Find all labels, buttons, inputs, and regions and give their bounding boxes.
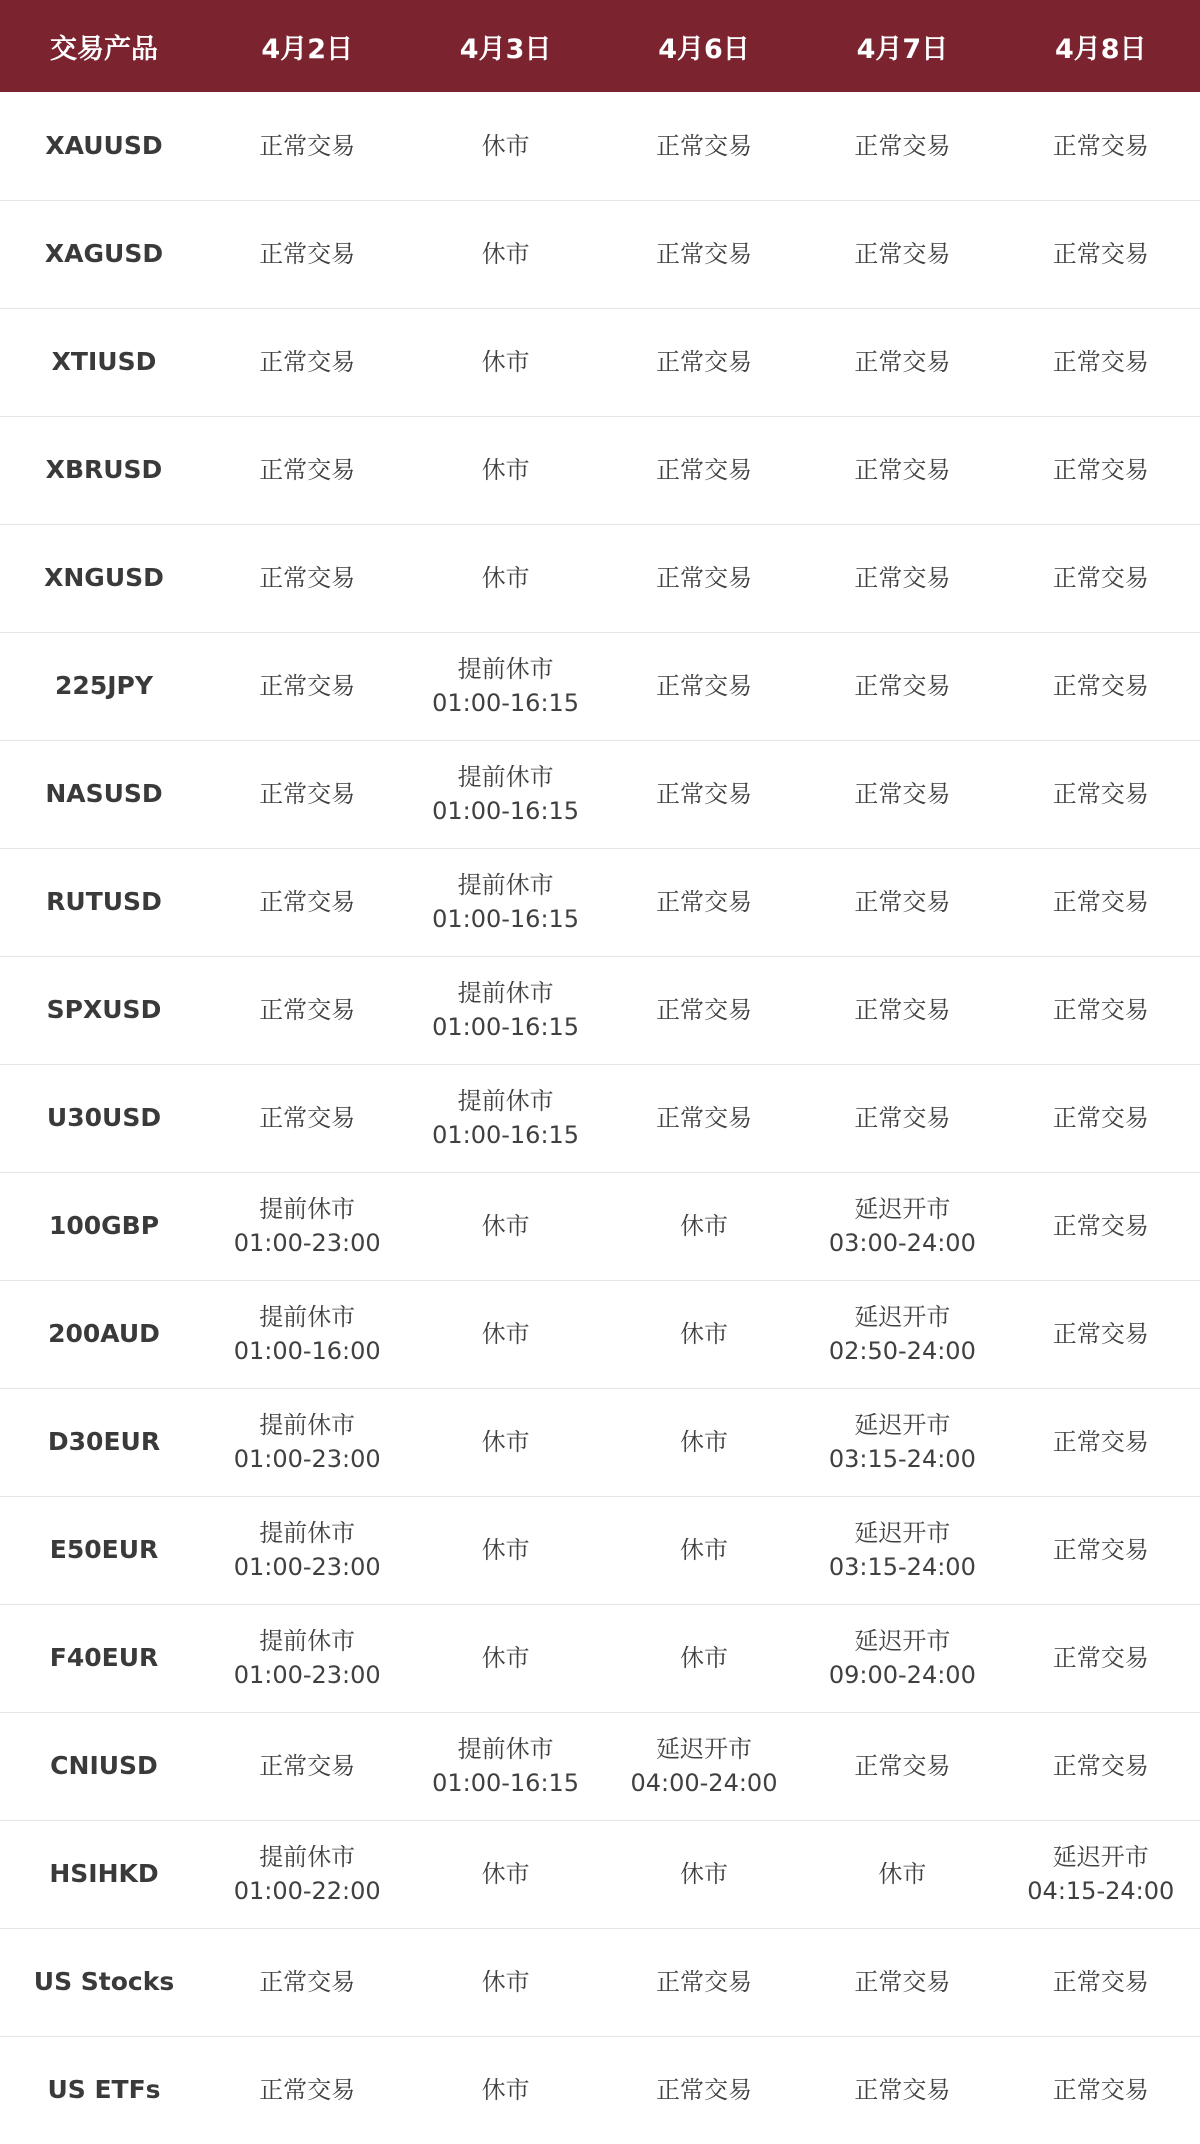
table-row xyxy=(0,1820,1200,1928)
schedule-cell xyxy=(406,416,604,524)
schedule-cell xyxy=(1002,848,1200,956)
status-text: 提前休市 xyxy=(259,1519,356,1547)
status-text: 正常交易 xyxy=(259,780,356,808)
status-text: 正常交易 xyxy=(1052,996,1149,1024)
product-name: 200AUD xyxy=(48,1319,160,1348)
time-range-text: 04:00-24:00 xyxy=(630,1769,778,1797)
schedule-cell xyxy=(406,1604,604,1712)
time-range-text: 03:15-24:00 xyxy=(828,1445,976,1473)
status-text: 提前休市 xyxy=(259,1627,356,1655)
status-text: 休市 xyxy=(481,1860,530,1888)
schedule-cell xyxy=(1002,1388,1200,1496)
schedule-cell xyxy=(803,740,1001,848)
status-text: 正常交易 xyxy=(854,2076,951,2105)
status-text: 正常交易 xyxy=(655,240,752,268)
schedule-cell xyxy=(406,848,604,956)
schedule-cell xyxy=(208,92,406,200)
status-text: 休市 xyxy=(481,1644,530,1672)
schedule-cell xyxy=(803,524,1001,632)
status-text: 正常交易 xyxy=(1052,780,1149,808)
header-date: 4月2日 xyxy=(261,33,353,65)
status-text: 提前休市 xyxy=(457,1735,554,1763)
status-text: 休市 xyxy=(481,1428,530,1456)
status-text: 休市 xyxy=(481,131,530,160)
schedule-cell xyxy=(605,740,803,848)
status-text: 正常交易 xyxy=(854,348,951,376)
status-text: 提前休市 xyxy=(259,1411,356,1439)
product-name: XNGUSD xyxy=(44,563,164,592)
schedule-cell xyxy=(406,1712,604,1820)
status-text: 正常交易 xyxy=(655,996,752,1024)
status-text: 正常交易 xyxy=(1052,1536,1149,1564)
product-name: XAUUSD xyxy=(45,130,163,160)
status-text: 正常交易 xyxy=(655,456,752,484)
schedule-cell xyxy=(803,1928,1001,2036)
schedule-cell xyxy=(406,200,604,308)
schedule-cell xyxy=(1002,1496,1200,1604)
schedule-cell xyxy=(1002,956,1200,1064)
status-text: 休市 xyxy=(878,1860,927,1888)
schedule-cell xyxy=(605,2036,803,2144)
status-text: 休市 xyxy=(679,1320,728,1348)
schedule-cell xyxy=(605,848,803,956)
schedule-cell xyxy=(406,92,604,200)
status-text: 正常交易 xyxy=(854,996,951,1024)
status-text: 休市 xyxy=(481,1968,530,1996)
schedule-cell xyxy=(803,308,1001,416)
status-text: 正常交易 xyxy=(655,2076,752,2105)
time-range-text: 02:50-24:00 xyxy=(828,1337,976,1365)
time-range-text: 01:00-16:00 xyxy=(233,1337,381,1365)
status-text: 休市 xyxy=(481,348,530,376)
schedule-cell xyxy=(1002,1172,1200,1280)
product-name: XTIUSD xyxy=(51,347,157,376)
schedule-cell xyxy=(1002,200,1200,308)
product-name: US ETFs xyxy=(47,2075,161,2105)
schedule-cell xyxy=(1002,1064,1200,1172)
schedule-cell xyxy=(208,1712,406,1820)
schedule-cell xyxy=(803,956,1001,1064)
status-text: 延迟开市 xyxy=(854,1627,951,1655)
status-text: 正常交易 xyxy=(854,1968,951,1996)
header-date: 4月6日 xyxy=(658,33,750,65)
status-text: 提前休市 xyxy=(259,1303,356,1331)
table-row xyxy=(0,632,1200,740)
schedule-cell xyxy=(605,1280,803,1388)
table-row xyxy=(0,740,1200,848)
status-text: 正常交易 xyxy=(1052,672,1149,700)
schedule-cell xyxy=(605,1928,803,2036)
product-name: RUTUSD xyxy=(46,887,162,916)
header-date: 4月3日 xyxy=(459,33,552,65)
status-text: 正常交易 xyxy=(655,348,752,376)
time-range-text: 01:00-16:15 xyxy=(432,1013,580,1041)
schedule-cell xyxy=(1002,740,1200,848)
status-text: 正常交易 xyxy=(259,240,356,268)
header-product: 交易产品 xyxy=(50,33,158,65)
status-text: 休市 xyxy=(679,1536,728,1564)
product-name: XBRUSD xyxy=(45,455,163,484)
table-row xyxy=(0,1064,1200,1172)
schedule-cell xyxy=(605,308,803,416)
schedule-cell xyxy=(1002,1820,1200,1928)
status-text: 休市 xyxy=(679,1860,728,1888)
time-range-text: 03:00-24:00 xyxy=(828,1229,976,1257)
table-row xyxy=(0,1172,1200,1280)
status-text: 提前休市 xyxy=(457,1087,554,1115)
header-date: 4月8日 xyxy=(1054,33,1147,65)
status-text: 正常交易 xyxy=(259,1752,356,1780)
schedule-cell xyxy=(605,524,803,632)
schedule-cell xyxy=(208,1928,406,2036)
schedule-cell xyxy=(1002,308,1200,416)
schedule-cell xyxy=(208,740,406,848)
schedule-cell xyxy=(1002,92,1200,200)
schedule-cell xyxy=(208,308,406,416)
table-row xyxy=(0,1280,1200,1388)
product-name: SPXUSD xyxy=(46,995,162,1024)
status-text: 正常交易 xyxy=(655,1968,752,1996)
status-text: 正常交易 xyxy=(1052,1212,1149,1240)
product-name: D30EUR xyxy=(47,1427,161,1456)
status-text: 正常交易 xyxy=(259,996,356,1024)
schedule-cell xyxy=(1002,524,1200,632)
product-name: E50EUR xyxy=(49,1535,159,1564)
status-text: 提前休市 xyxy=(259,1195,356,1223)
status-text: 正常交易 xyxy=(1052,240,1149,268)
schedule-cell xyxy=(605,1388,803,1496)
status-text: 正常交易 xyxy=(259,2076,356,2105)
schedule-cell xyxy=(208,1280,406,1388)
product-name: HSIHKD xyxy=(49,1859,159,1888)
schedule-cell xyxy=(605,632,803,740)
status-text: 正常交易 xyxy=(655,672,752,700)
schedule-cell xyxy=(208,848,406,956)
status-text: 正常交易 xyxy=(854,888,951,916)
table-row xyxy=(0,956,1200,1064)
schedule-cell xyxy=(605,956,803,1064)
schedule-cell xyxy=(208,1496,406,1604)
schedule-cell xyxy=(803,200,1001,308)
schedule-cell xyxy=(406,1064,604,1172)
status-text: 正常交易 xyxy=(1052,456,1149,484)
status-text: 提前休市 xyxy=(259,1843,356,1871)
schedule-cell xyxy=(406,524,604,632)
status-text: 正常交易 xyxy=(259,1968,356,1996)
schedule-cell xyxy=(605,1496,803,1604)
product-name: US Stocks xyxy=(33,1967,175,1996)
status-text: 正常交易 xyxy=(1052,348,1149,376)
product-name: U30USD xyxy=(46,1103,162,1132)
schedule-cell xyxy=(605,1604,803,1712)
schedule-cell xyxy=(208,632,406,740)
status-text: 提前休市 xyxy=(457,979,554,1007)
schedule-cell xyxy=(605,1064,803,1172)
status-text: 正常交易 xyxy=(854,780,951,808)
schedule-cell xyxy=(208,524,406,632)
status-text: 休市 xyxy=(481,1536,530,1564)
table-row xyxy=(0,1604,1200,1712)
schedule-cell xyxy=(406,740,604,848)
status-text: 休市 xyxy=(481,1320,530,1348)
time-range-text: 03:15-24:00 xyxy=(828,1553,976,1581)
time-range-text: 01:00-22:00 xyxy=(233,1877,381,1905)
status-text: 正常交易 xyxy=(1052,131,1149,160)
schedule-cell xyxy=(208,416,406,524)
time-range-text: 01:00-23:00 xyxy=(233,1445,381,1473)
schedule-cell xyxy=(208,1388,406,1496)
header-row xyxy=(0,0,1200,92)
status-text: 提前休市 xyxy=(457,763,554,791)
status-text: 延迟开市 xyxy=(854,1519,951,1547)
status-text: 正常交易 xyxy=(259,1104,356,1132)
status-text: 正常交易 xyxy=(1052,1644,1149,1672)
table-row xyxy=(0,416,1200,524)
status-text: 休市 xyxy=(481,456,530,484)
status-text: 正常交易 xyxy=(854,1752,951,1780)
schedule-cell xyxy=(406,1928,604,2036)
status-text: 正常交易 xyxy=(1052,1752,1149,1780)
schedule-cell xyxy=(605,416,803,524)
status-text: 延迟开市 xyxy=(1052,1843,1149,1871)
status-text: 正常交易 xyxy=(655,888,752,916)
table-row xyxy=(0,524,1200,632)
time-range-text: 01:00-16:15 xyxy=(432,797,580,825)
status-text: 提前休市 xyxy=(457,655,554,683)
status-text: 正常交易 xyxy=(854,240,951,268)
status-text: 正常交易 xyxy=(854,131,951,160)
status-text: 正常交易 xyxy=(1052,1428,1149,1456)
schedule-cell xyxy=(803,2036,1001,2144)
status-text: 休市 xyxy=(481,2076,530,2105)
schedule-cell xyxy=(803,632,1001,740)
status-text: 正常交易 xyxy=(259,131,356,160)
time-range-text: 01:00-16:15 xyxy=(432,689,580,717)
schedule-cell xyxy=(803,1064,1001,1172)
time-range-text: 01:00-16:15 xyxy=(432,905,580,933)
status-text: 延迟开市 xyxy=(854,1195,951,1223)
schedule-cell xyxy=(208,956,406,1064)
schedule-cell xyxy=(406,1820,604,1928)
table-row xyxy=(0,1496,1200,1604)
schedule-cell xyxy=(406,1496,604,1604)
schedule-cell xyxy=(803,92,1001,200)
status-text: 正常交易 xyxy=(854,1104,951,1132)
schedule-cell xyxy=(406,1280,604,1388)
product-name: 225JPY xyxy=(55,671,153,700)
status-text: 休市 xyxy=(679,1428,728,1456)
status-text: 正常交易 xyxy=(1052,888,1149,916)
table-row xyxy=(0,308,1200,416)
status-text: 正常交易 xyxy=(1052,2076,1149,2105)
status-text: 正常交易 xyxy=(854,672,951,700)
time-range-text: 01:00-16:15 xyxy=(432,1769,580,1797)
time-range-text: 04:15-24:00 xyxy=(1027,1877,1175,1905)
schedule-cell xyxy=(1002,416,1200,524)
time-range-text: 01:00-23:00 xyxy=(233,1553,381,1581)
table-row xyxy=(0,1712,1200,1820)
table-row xyxy=(0,92,1200,200)
status-text: 正常交易 xyxy=(259,564,356,592)
schedule-cell xyxy=(1002,632,1200,740)
time-range-text: 01:00-16:15 xyxy=(432,1121,580,1149)
schedule-cell xyxy=(803,1172,1001,1280)
schedule-cell xyxy=(406,632,604,740)
schedule-cell xyxy=(605,1820,803,1928)
table-body xyxy=(0,92,1200,2144)
status-text: 正常交易 xyxy=(655,1104,752,1132)
status-text: 延迟开市 xyxy=(655,1735,752,1763)
table-row xyxy=(0,200,1200,308)
table-row xyxy=(0,848,1200,956)
status-text: 休市 xyxy=(481,564,530,592)
schedule-cell xyxy=(208,200,406,308)
schedule-cell xyxy=(803,1604,1001,1712)
status-text: 正常交易 xyxy=(854,456,951,484)
status-text: 正常交易 xyxy=(1052,1320,1149,1348)
schedule-cell xyxy=(406,1388,604,1496)
status-text: 正常交易 xyxy=(259,672,356,700)
schedule-cell xyxy=(1002,1712,1200,1820)
product-name: F40EUR xyxy=(49,1643,159,1672)
schedule-cell xyxy=(406,1172,604,1280)
status-text: 提前休市 xyxy=(457,871,554,899)
schedule-cell xyxy=(803,848,1001,956)
schedule-cell xyxy=(208,1064,406,1172)
schedule-cell xyxy=(1002,1928,1200,2036)
schedule-cell xyxy=(803,1496,1001,1604)
schedule-cell xyxy=(803,1712,1001,1820)
status-text: 正常交易 xyxy=(854,564,951,592)
schedule-cell xyxy=(1002,2036,1200,2144)
product-name: 100GBP xyxy=(48,1211,160,1240)
schedule-cell xyxy=(208,1604,406,1712)
product-name: NASUSD xyxy=(45,779,163,808)
table-row xyxy=(0,1388,1200,1496)
status-text: 休市 xyxy=(679,1212,728,1240)
status-text: 正常交易 xyxy=(1052,564,1149,592)
schedule-cell xyxy=(803,1820,1001,1928)
status-text: 正常交易 xyxy=(655,564,752,592)
schedule-cell xyxy=(605,200,803,308)
status-text: 休市 xyxy=(481,240,530,268)
schedule-cell xyxy=(803,1280,1001,1388)
status-text: 正常交易 xyxy=(259,888,356,916)
schedule-cell xyxy=(803,1388,1001,1496)
schedule-cell xyxy=(1002,1604,1200,1712)
header-date: 4月7日 xyxy=(856,33,949,65)
schedule-cell xyxy=(605,92,803,200)
time-range-text: 09:00-24:00 xyxy=(828,1661,976,1689)
status-text: 休市 xyxy=(679,1644,728,1672)
status-text: 正常交易 xyxy=(259,456,356,484)
schedule-cell xyxy=(605,1712,803,1820)
schedule-cell xyxy=(803,416,1001,524)
schedule-cell xyxy=(605,1172,803,1280)
status-text: 正常交易 xyxy=(1052,1968,1149,1996)
status-text: 正常交易 xyxy=(655,131,752,160)
product-name: CNIUSD xyxy=(50,1751,158,1780)
status-text: 休市 xyxy=(481,1212,530,1240)
schedule-cell xyxy=(208,1820,406,1928)
schedule-cell xyxy=(406,956,604,1064)
status-text: 正常交易 xyxy=(655,780,752,808)
product-name: XAGUSD xyxy=(44,239,164,268)
schedule-cell xyxy=(406,2036,604,2144)
status-text: 延迟开市 xyxy=(854,1411,951,1439)
table-row xyxy=(0,2036,1200,2144)
schedule-cell xyxy=(1002,1280,1200,1388)
table-row xyxy=(0,1928,1200,2036)
status-text: 正常交易 xyxy=(259,348,356,376)
schedule-cell xyxy=(406,308,604,416)
time-range-text: 01:00-23:00 xyxy=(233,1661,381,1689)
status-text: 正常交易 xyxy=(1052,1104,1149,1132)
schedule-cell xyxy=(208,1172,406,1280)
table-header xyxy=(0,0,1200,92)
status-text: 延迟开市 xyxy=(854,1303,951,1331)
schedule-cell xyxy=(208,2036,406,2144)
time-range-text: 01:00-23:00 xyxy=(233,1229,381,1257)
